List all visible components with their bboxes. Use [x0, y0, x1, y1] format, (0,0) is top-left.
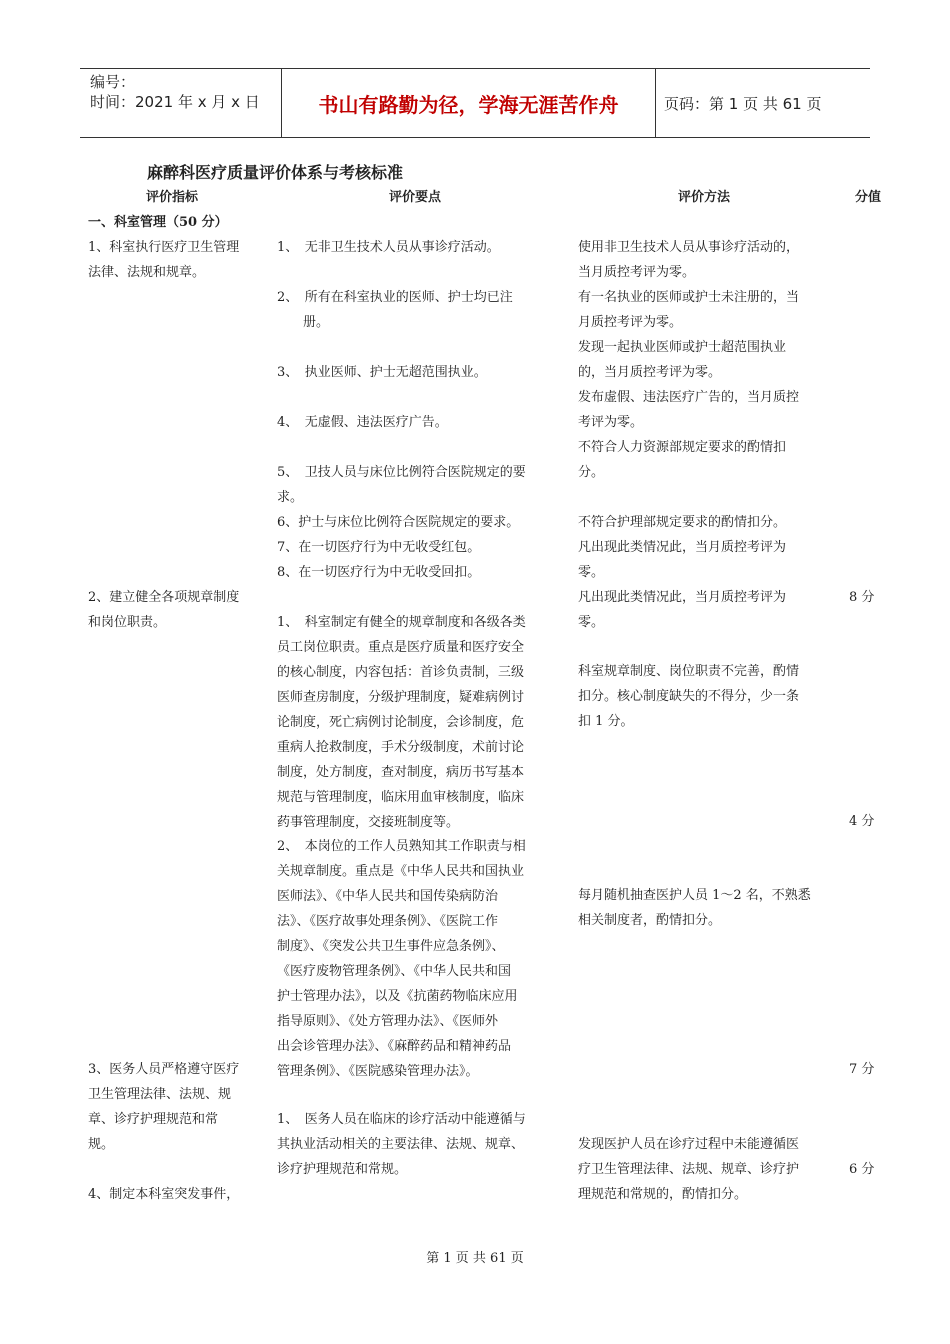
indicator-text: 章、诊疗护理规范和常 [88, 1112, 219, 1127]
method-text: 零。 [578, 615, 605, 630]
point-text: 2、 本岗位的工作人员熟知其工作职责与相 [277, 839, 526, 854]
point-text: 医师法》、《中华人民共和国传染病防治 [277, 889, 499, 904]
section-heading: 一、科室管理（50 分） [88, 215, 228, 230]
point-text: 管理条例》、《医院感染管理办法》。 [277, 1064, 479, 1079]
point-text: 法》、《医疗故事处理条例》、《医院工作 [277, 914, 499, 929]
point-text: 重病人抢救制度，手术分级制度，术前讨论 [277, 740, 525, 755]
page-info: 页码：第 1 页 共 61 页 [664, 94, 822, 113]
score-value: 4 分 [849, 814, 875, 829]
point-text: 出会诊管理办法》、《麻醉药品和精神药品 [277, 1039, 512, 1054]
indicator-text: 3、医务人员严格遵守医疗 [88, 1062, 240, 1077]
method-text: 零。 [578, 565, 605, 580]
method-text: 科室规章制度、岗位职责不完善，酌情 [578, 664, 800, 679]
header-meta [80, 69, 280, 137]
date-label: 时间：2021 年 x 月 x 日 [90, 93, 260, 111]
point-text: 制度》、《突发公共卫生事件应急条例》、 [277, 939, 505, 954]
point-text: 论制度，死亡病例讨论制度，会诊制度，危 [277, 715, 525, 730]
method-text: 的，当月质控考评为零。 [578, 365, 722, 380]
method-text: 理规范和常规的，酌情扣分。 [578, 1187, 748, 1202]
point-text: 3、 执业医师、护士无超范围执业。 [277, 365, 487, 380]
method-text: 每月随机抽查医护人员 1～2 名，不熟悉 [578, 888, 811, 903]
point-text: 7、在一切医疗行为中无收受红包。 [277, 540, 481, 555]
point-text: 《医疗废物管理条例》、《中华人民共和国 [277, 964, 512, 979]
indicator-text: 规。 [88, 1137, 115, 1152]
method-text: 发现医护人员在诊疗过程中未能遵循医 [578, 1137, 800, 1152]
point-text: 求。 [277, 490, 304, 505]
point-text: 1、 科室制定有健全的规章制度和各级各类 [277, 615, 526, 630]
method-text: 使用非卫生技术人员从事诊疗活动的， [578, 240, 800, 255]
method-text: 扣分。核心制度缺失的不得分，少一条 [578, 689, 800, 704]
document-title: 麻醉科医疗质量评价体系与考核标准 [147, 163, 404, 182]
score-value: 8 分 [849, 590, 875, 605]
method-text: 当月质控考评为零。 [578, 265, 696, 280]
number-label: 编号： [90, 73, 136, 91]
method-text: 凡出现此类情况此，当月质控考评为 [578, 540, 787, 555]
point-text: 的核心制度，内容包括：首诊负责制，三级 [277, 665, 525, 680]
point-text: 指导原则》、《处方管理办法》、《医师外 [277, 1014, 499, 1029]
method-text: 发现一起执业医师或护士超范围执业 [578, 340, 787, 355]
point-text: 护士管理办法》，以及《抗菌药物临床应用 [277, 989, 518, 1004]
method-text: 疗卫生管理法律、法规、规章、诊疗护 [578, 1162, 800, 1177]
indicator-text: 法律、法规和规章。 [88, 265, 206, 280]
column-method: 评价方法 [678, 190, 731, 205]
point-text: 员工岗位职责。重点是医疗质量和医疗安全 [277, 640, 525, 655]
method-text: 相关制度者，酌情扣分。 [578, 913, 722, 928]
motto: 书山有路勤为径，学海无涯苦作舟 [281, 69, 656, 137]
column-score: 分值 [855, 190, 882, 205]
point-text: 6、护士与床位比例符合医院规定的要求。 [277, 515, 520, 530]
method-text: 不符合护理部规定要求的酌情扣分。 [578, 515, 787, 530]
indicator-text: 卫生管理法律、法规、规 [88, 1087, 232, 1102]
method-text: 有一名执业的医师或护士未注册的，当 [578, 290, 800, 305]
point-text: 册。 [277, 315, 330, 330]
page-header [80, 68, 870, 138]
method-text: 凡出现此类情况此，当月质控考评为 [578, 590, 787, 605]
column-points: 评价要点 [389, 190, 442, 205]
point-text: 诊疗护理规范和常规。 [277, 1162, 408, 1177]
point-text: 医师查房制度，分级护理制度，疑难病例讨 [277, 690, 525, 705]
point-text: 1、 医务人员在临床的诊疗活动中能遵循与 [277, 1112, 526, 1127]
indicator-text: 1、科室执行医疗卫生管理 [88, 240, 240, 255]
method-text: 月质控考评为零。 [578, 315, 683, 330]
method-text: 扣 1 分。 [578, 714, 634, 729]
indicator-text: 和岗位职责。 [88, 615, 167, 630]
indicator-text: 4、制定本科室突发事件， [88, 1187, 240, 1202]
method-text: 分。 [578, 465, 605, 480]
point-text: 4、 无虚假、违法医疗广告。 [277, 415, 448, 430]
page-footer: 第 1 页 共 61 页 [426, 1251, 524, 1266]
score-value: 6 分 [849, 1162, 875, 1177]
indicator-text: 2、建立健全各项规章制度 [88, 590, 240, 605]
point-text: 8、在一切医疗行为中无收受回扣。 [277, 565, 481, 580]
point-text: 其执业活动相关的主要法律、法规、规章、 [277, 1137, 525, 1152]
point-text: 2、 所有在科室执业的医师、护士均已注 [277, 290, 513, 305]
point-text: 药事管理制度，交接班制度等。 [277, 815, 460, 830]
method-text: 发布虚假、违法医疗广告的，当月质控 [578, 390, 800, 405]
point-text: 制度，处方制度，查对制度，病历书写基本 [277, 765, 525, 780]
method-text: 不符合人力资源部规定要求的酌情扣 [578, 440, 787, 455]
method-text: 考评为零。 [578, 415, 644, 430]
point-text: 关规章制度。重点是《中华人民共和国执业 [277, 864, 525, 879]
point-text: 1、 无非卫生技术人员从事诊疗活动。 [277, 240, 500, 255]
point-text: 规范与管理制度，临床用血审核制度，临床 [277, 790, 525, 805]
score-value: 7 分 [849, 1062, 875, 1077]
column-indicator: 评价指标 [146, 190, 199, 205]
point-text: 5、 卫技人员与床位比例符合医院规定的要 [277, 465, 526, 480]
